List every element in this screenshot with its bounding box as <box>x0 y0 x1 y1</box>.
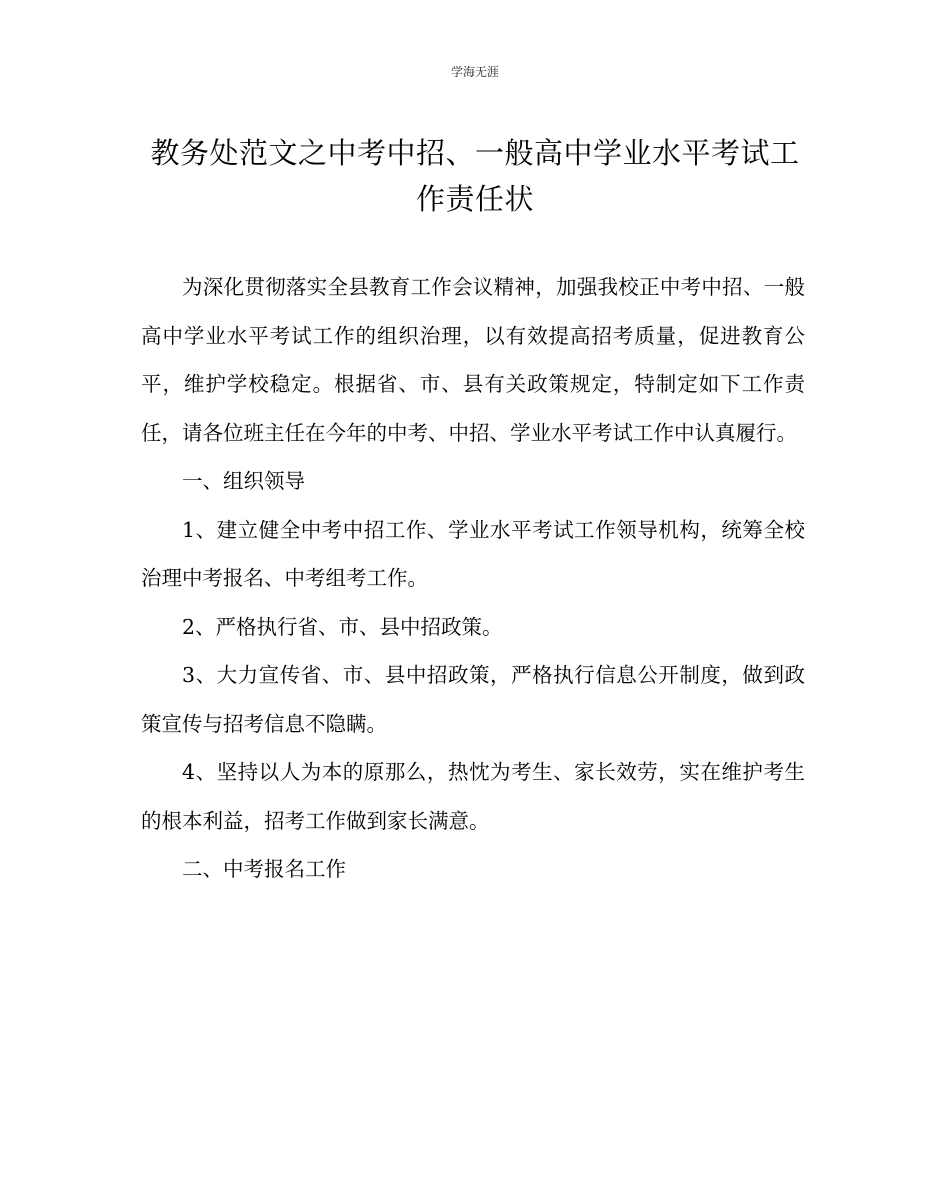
list-item-1: 1、建立健全中考中招工作、学业水平考试工作领导机构，统筹全校治理中考报名、中考组考工作。 <box>141 517 805 590</box>
list-item-3: 3、大力宣传省、市、县中招政策，严格执行信息公开制度，做到政策宣传与招考信息不隐瞒。 <box>141 663 805 736</box>
section-heading-1: 一、组织领导 <box>182 469 305 493</box>
list-item-2: 2、严格执行省、市、县中招政策。 <box>182 614 503 639</box>
paragraph-intro: 为深化贯彻落实全县教育工作会议精神，加强我校正中考中招、一般高中学业水平考试工作的组织治理，以有效提高招考质量，促进教育公平，维护学校稳定。根据省、市、县有关政策规定，特制定如下工作责任，请各位班主任在今年的中考、中招、学业水平考试工作中认真履行。 <box>141 275 805 445</box>
document-body <box>141 263 805 894</box>
document-title: 教务处范文之中考中招、一般高中学业水平考试工作责任状 <box>150 136 800 216</box>
list-item-4: 4、坚持以人为本的原那么，热忱为考生、家长效劳，实在维护考生的根本利益，招考工作做到家长满意。 <box>141 760 805 833</box>
section-heading-2: 二、中考报名工作 <box>182 857 346 881</box>
page-header: 学海无涯 <box>450 65 499 79</box>
